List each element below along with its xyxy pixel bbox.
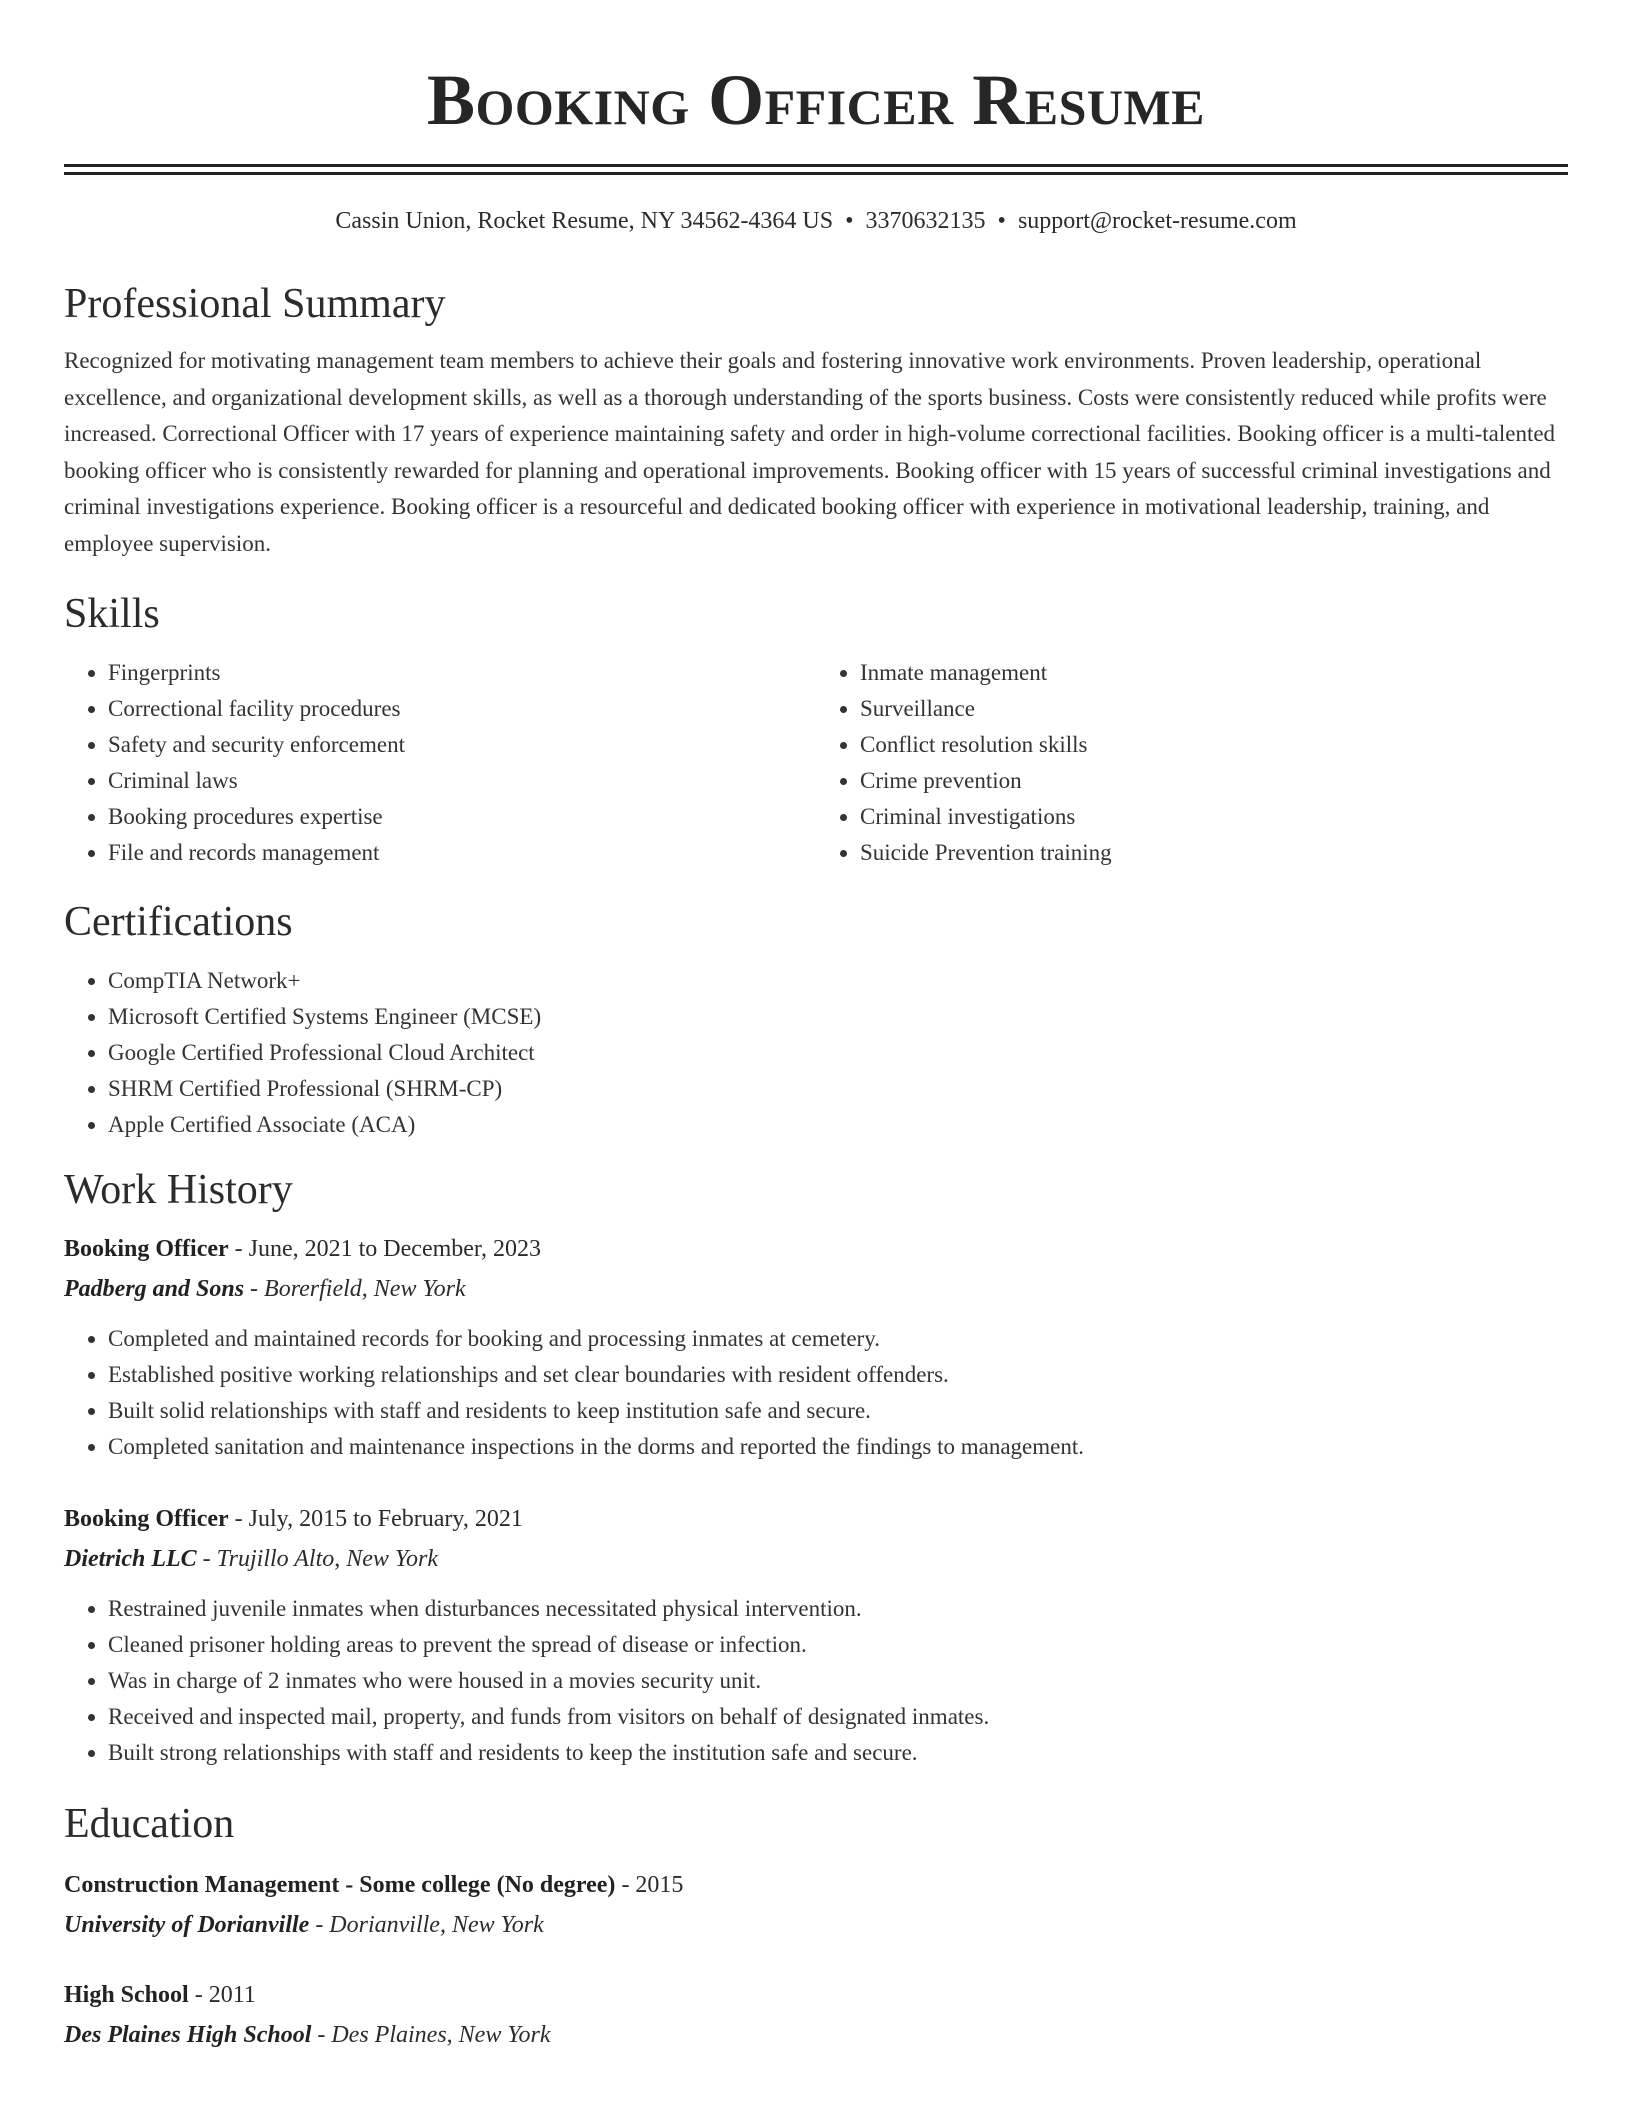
contact-address: Cassin Union, Rocket Resume, NY 34562-4364 US	[335, 208, 834, 234]
job-duty-item: • Received and inspected mail, property, and funds from visitors on behalf of designated inmates.	[108, 1699, 1568, 1735]
skills-list-left	[64, 655, 816, 871]
skill-item: • Conflict resolution skills	[860, 727, 1568, 763]
job-employer	[64, 1269, 1568, 1309]
job-dates: - July, 2015 to February, 2021	[228, 1505, 523, 1532]
certification-item: • SHRM Certified Professional (SHRM-CP)	[108, 1071, 1568, 1107]
skills-heading: Skills	[64, 590, 160, 637]
certification-item: • CompTIA Network+	[108, 963, 1568, 999]
certifications-heading: Certifications	[64, 898, 293, 945]
contact-phone: 3370632135	[865, 208, 986, 234]
contact-separator: •	[845, 208, 854, 234]
work-history-heading: Work History	[64, 1166, 293, 1213]
skill-item: • Criminal investigations	[860, 799, 1568, 835]
job-title: Booking Officer	[64, 1505, 229, 1532]
job-company: Dietrich LLC	[64, 1545, 197, 1572]
education-year: - 2011	[188, 1981, 256, 2008]
job-duties-list	[64, 1591, 1568, 1771]
job-header	[64, 1229, 1568, 1269]
contact-email: support@rocket-resume.com	[1017, 208, 1297, 234]
certifications-list	[64, 963, 1568, 1143]
job-duty-item: • Established positive working relationships and set clear boundaries with resident offenders.	[108, 1357, 1568, 1393]
job-location: - Trujillo Alto, New York	[196, 1545, 439, 1572]
title-divider	[64, 164, 1568, 175]
certification-item: • Microsoft Certified Systems Engineer (MCSE)	[108, 999, 1568, 1035]
job-employer	[64, 1539, 1568, 1579]
education-institution	[64, 2015, 1568, 2055]
job-location: - Borerfield, New York	[244, 1275, 466, 1302]
education-school: Des Plaines High School	[64, 2021, 312, 2048]
contact-line	[64, 205, 1568, 237]
education-heading: Education	[64, 1800, 235, 1847]
education-degree: High School	[64, 1981, 189, 2008]
job-duty-item: • Built solid relationships with staff and residents to keep institution safe and secure.	[108, 1393, 1568, 1429]
education-location: - Dorianville, New York	[309, 1911, 544, 1938]
skills-list-right	[816, 655, 1568, 871]
certification-item: • Apple Certified Associate (ACA)	[108, 1107, 1568, 1143]
skill-item: • Criminal laws	[108, 763, 816, 799]
summary-heading: Professional Summary	[64, 281, 446, 327]
job-duty-item: • Completed sanitation and maintenance inspections in the dorms and reported the findings to management.	[108, 1429, 1568, 1465]
education-header	[64, 1975, 1568, 2015]
education-location: - Des Plaines, New York	[311, 2021, 551, 2048]
job-duty-item: • Completed and maintained records for booking and processing inmates at cemetery.	[108, 1321, 1568, 1357]
education-year: - 2015	[615, 1871, 684, 1898]
education-school: University of Dorianville	[64, 1911, 310, 1938]
summary-text: Recognized for motivating management team members to achieve their goals and fostering innovative work environments. Proven leadership, operational excellence, and organizational development skills, as well as a thorough understanding of the sports business. Costs were consistently reduced while profits were increased. Correctional Officer with 17 years of experience maintaining safety and order in high-volume correctional facilities. Booking officer is a multi-talented booking officer who is consistently rewarded for planning and operational improvements. Booking officer with 15 years of successful criminal investigations and criminal investigations experience. Booking officer is a resourceful and dedicated booking officer with experience in motivational leadership, training, and employee supervision.	[64, 348, 1556, 556]
skill-item: • Safety and security enforcement	[108, 727, 816, 763]
job-duty-item: • Built strong relationships with staff and residents to keep the institution safe and secure.	[108, 1735, 1568, 1771]
skill-item: • Crime prevention	[860, 763, 1568, 799]
job-company: Padberg and Sons	[64, 1275, 245, 1302]
skill-item: • Surveillance	[860, 691, 1568, 727]
job-dates: - June, 2021 to December, 2023	[228, 1235, 541, 1262]
job-title: Booking Officer	[64, 1235, 229, 1262]
skill-item: • File and records management	[108, 835, 816, 871]
certification-item: • Google Certified Professional Cloud Architect	[108, 1035, 1568, 1071]
resume-title: Booking Officer Resume	[426, 60, 1206, 140]
skill-item: • Correctional facility procedures	[108, 691, 816, 727]
job-header	[64, 1499, 1568, 1539]
skill-item: • Inmate management	[860, 655, 1568, 691]
skills-columns	[64, 655, 1568, 871]
contact-separator: •	[997, 208, 1006, 234]
skill-item: • Fingerprints	[108, 655, 816, 691]
job-duty-item: • Restrained juvenile inmates when disturbances necessitated physical intervention.	[108, 1591, 1568, 1627]
education-degree: Construction Management - Some college (No degree)	[64, 1871, 616, 1898]
education-institution	[64, 1905, 1568, 1945]
job-duty-item: • Cleaned prisoner holding areas to prevent the spread of disease or infection.	[108, 1627, 1568, 1663]
skill-item: • Booking procedures expertise	[108, 799, 816, 835]
job-duty-item: • Was in charge of 2 inmates who were housed in a movies security unit.	[108, 1663, 1568, 1699]
skill-item: • Suicide Prevention training	[860, 835, 1568, 871]
job-duties-list	[64, 1321, 1568, 1465]
education-header	[64, 1865, 1568, 1905]
